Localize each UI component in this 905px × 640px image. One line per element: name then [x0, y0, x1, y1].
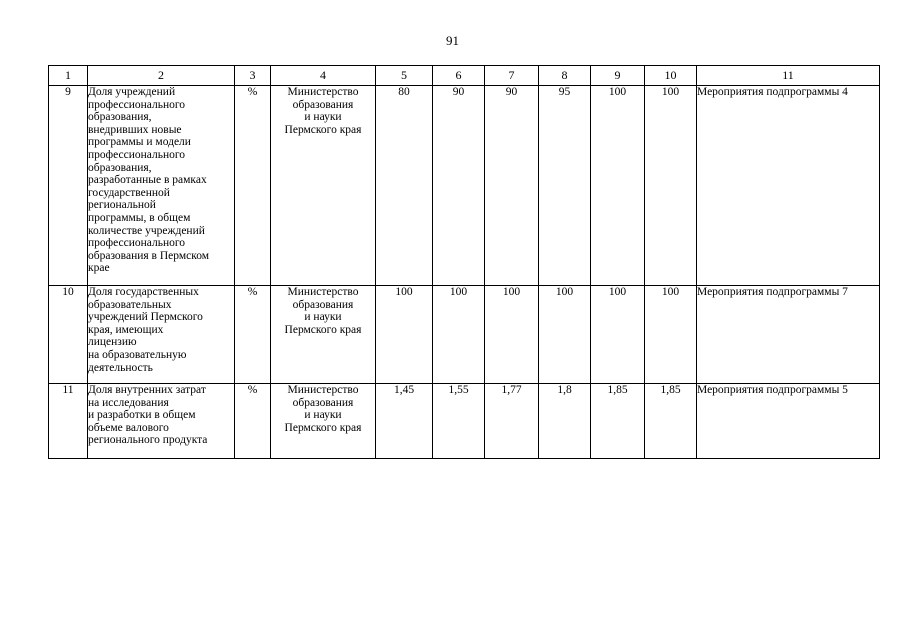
header-col-10: 10	[645, 66, 697, 86]
indicator-line: на образовательную	[88, 348, 187, 361]
note-cell: Мероприятия подпрограммы 5	[697, 384, 880, 459]
indicator-line: образования в Пермском	[88, 249, 210, 262]
indicator-name	[88, 384, 235, 459]
org-line: Министерство	[287, 286, 359, 298]
indicator-line: государственной	[88, 186, 170, 199]
header-col-1: 1	[49, 66, 88, 86]
value-cell: 100	[591, 86, 645, 286]
unit-cell: %	[235, 86, 271, 286]
header-col-3: 3	[235, 66, 271, 86]
indicator-line: на исследования	[88, 396, 169, 409]
indicator-line: Доля государственных	[88, 286, 199, 298]
value-cell: 1,45	[376, 384, 433, 459]
value-cell: 1,85	[591, 384, 645, 459]
note-cell: Мероприятия подпрограммы 4	[697, 86, 880, 286]
indicator-line: образования,	[88, 111, 152, 124]
row-number: 10	[49, 286, 88, 384]
value-cell: 1,85	[645, 384, 697, 459]
header-col-6: 6	[433, 66, 485, 86]
org-line: и науки	[304, 311, 342, 324]
header-col-2: 2	[88, 66, 235, 86]
value-cell: 100	[485, 286, 539, 384]
indicator-line: крае	[88, 262, 110, 275]
unit-cell: %	[235, 286, 271, 384]
indicator-line: программы, в общем	[88, 211, 191, 224]
indicator-line: образовательных	[88, 298, 172, 311]
org-line: Пермского края	[284, 123, 362, 136]
indicator-line: разработанные в рамках	[88, 174, 207, 187]
indicator-line: количестве учреждений	[88, 224, 205, 237]
responsible-org	[271, 384, 376, 459]
indicator-line: профессионального	[88, 98, 186, 111]
value-cell: 100	[433, 286, 485, 384]
indicator-line: профессионального	[88, 237, 186, 250]
table-row	[49, 86, 880, 286]
indicator-line: Доля учреждений	[88, 86, 176, 98]
indicator-line: и разработки в общем	[88, 409, 196, 422]
indicator-line: программы и модели	[88, 136, 191, 149]
indicator-name	[88, 86, 235, 286]
indicator-line: региональной	[88, 199, 156, 212]
header-col-4: 4	[271, 66, 376, 86]
value-cell: 90	[433, 86, 485, 286]
value-cell: 1,77	[485, 384, 539, 459]
indicator-name	[88, 286, 235, 384]
header-col-5: 5	[376, 66, 433, 86]
org-line: Пермского края	[284, 421, 362, 434]
header-col-9: 9	[591, 66, 645, 86]
page-number: 91	[446, 33, 459, 48]
table-header-row	[49, 66, 880, 86]
indicator-line: объеме валового	[88, 421, 169, 434]
responsible-org	[271, 86, 376, 286]
value-cell: 80	[376, 86, 433, 286]
indicator-line: деятельность	[88, 361, 153, 374]
indicators-table	[48, 65, 880, 459]
org-line: образования	[292, 98, 354, 111]
value-cell: 90	[485, 86, 539, 286]
responsible-org	[271, 286, 376, 384]
org-line: Министерство	[287, 86, 359, 98]
indicator-line: лицензию	[88, 336, 137, 349]
value-cell: 100	[645, 86, 697, 286]
org-line: образования	[292, 396, 354, 409]
org-line: и науки	[304, 111, 342, 124]
value-cell: 100	[376, 286, 433, 384]
header-col-7: 7	[485, 66, 539, 86]
org-line: Министерство	[287, 384, 359, 396]
org-line: образования	[292, 298, 354, 311]
note-cell: Мероприятия подпрограммы 7	[697, 286, 880, 384]
indicator-line: края, имеющих	[88, 323, 164, 336]
indicator-line: профессионального	[88, 148, 186, 161]
indicator-line: Доля внутренних затрат	[88, 384, 206, 396]
header-col-8: 8	[539, 66, 591, 86]
row-number: 11	[49, 384, 88, 459]
table-row	[49, 286, 880, 384]
value-cell: 1,55	[433, 384, 485, 459]
value-cell: 100	[645, 286, 697, 384]
org-line: Пермского края	[284, 323, 362, 336]
indicator-line: образования,	[88, 161, 152, 174]
org-line: и науки	[304, 409, 342, 422]
header-col-11: 11	[697, 66, 880, 86]
value-cell: 100	[539, 286, 591, 384]
value-cell: 100	[591, 286, 645, 384]
value-cell: 95	[539, 86, 591, 286]
value-cell: 1,8	[539, 384, 591, 459]
unit-cell: %	[235, 384, 271, 459]
row-number: 9	[49, 86, 88, 286]
indicator-line: внедривших новые	[88, 123, 182, 136]
indicator-line: регионального продукта	[88, 434, 208, 447]
indicator-line: учреждений Пермского	[88, 311, 203, 324]
table-row	[49, 384, 880, 459]
